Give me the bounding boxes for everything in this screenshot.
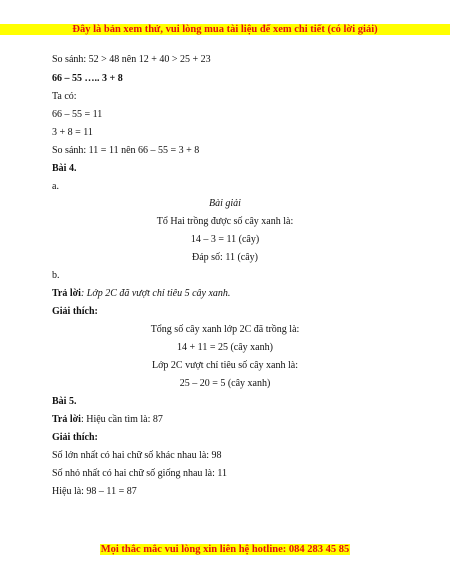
answer-text: : Hiệu cần tìm là: 87 — [80, 414, 163, 425]
preview-banner-text: Đây là bản xem thử, vui lòng mua tài liệu để xem chi tiết (có lời giải) — [72, 24, 378, 35]
answer-line — [52, 288, 230, 300]
answer-label: Trả lời — [52, 414, 81, 425]
text-line: Hiệu là: 98 – 11 = 87 — [52, 486, 137, 497]
answer-label: Trả lời — [52, 288, 81, 299]
text-line: 66 – 55 ….. 3 + 8 — [52, 73, 123, 84]
text-line: Số lớn nhất có hai chữ số khác nhau là: 98 — [52, 450, 222, 461]
preview-banner — [0, 24, 450, 35]
text-line: So sánh: 52 > 48 nên 12 + 40 > 25 + 23 — [52, 54, 211, 65]
text-line: 14 + 11 = 25 (cây xanh) — [177, 342, 273, 353]
text-line: Số nhỏ nhất có hai chữ số giống nhau là: 11 — [52, 468, 228, 479]
text-line: Đáp số: 11 (cây) — [192, 252, 258, 263]
answer-line — [52, 414, 163, 426]
text-line: Ta có: — [52, 91, 77, 102]
text-line: a. — [52, 181, 59, 192]
hotline-banner-text: Mọi thắc mắc vui lòng xin liên hệ hotline: 084 283 45 85 — [100, 544, 350, 555]
text-line: b. — [52, 270, 60, 281]
hotline-banner — [0, 544, 450, 555]
text-line: Lớp 2C vượt chỉ tiêu số cây xanh là: — [152, 360, 298, 371]
explanation-heading: Giải thích: — [52, 306, 98, 317]
text-line: 3 + 8 = 11 — [52, 127, 93, 138]
text-line: 25 – 20 = 5 (cây xanh) — [179, 378, 271, 389]
text-line: So sánh: 11 = 11 nên 66 – 55 = 3 + 8 — [52, 145, 200, 156]
text-line: 66 – 55 = 11 — [52, 109, 103, 120]
answer-text: : Lớp 2C đã vượt chỉ tiêu 5 cây xanh. — [80, 288, 231, 299]
text-line: 14 – 3 = 11 (cây) — [190, 234, 260, 245]
solution-heading: Bài giải — [209, 198, 241, 209]
text-line: Tổng số cây xanh lớp 2C đã trồng là: — [150, 324, 300, 335]
explanation-heading: Giải thích: — [52, 432, 98, 443]
section-heading: Bài 4. — [52, 163, 77, 174]
section-heading: Bài 5. — [52, 396, 77, 407]
text-line: Tổ Hai trồng được số cây xanh là: — [156, 216, 294, 227]
